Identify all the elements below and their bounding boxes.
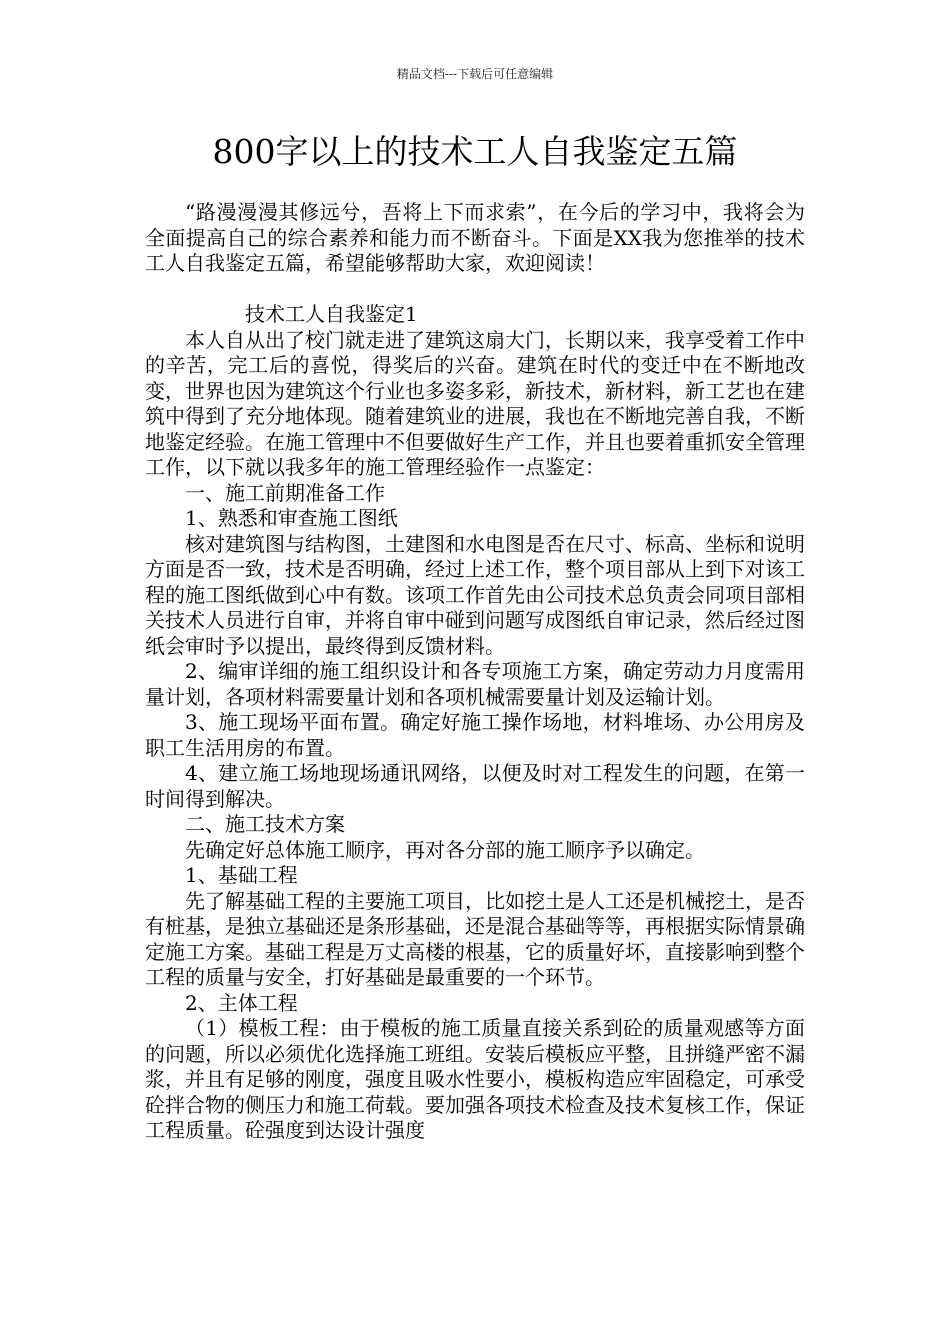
body-paragraph: 先确定好总体施工顺序，再对各分部的施工顺序予以确定。 (185, 837, 705, 862)
page-header: 精品文档---下载后可任意编辑 (396, 67, 554, 81)
body-paragraph: 核对建筑图与结构图，土建图和水电图是否在尺寸、标高、坐标和说明方面是否一致，技术是否明确，经过上述工作，整个项目部从上到下对该工程的施工图纸做到心中有数。该项工作首先由公司技术总负责会同项目部相关技术人员进行自审，并将自审中碰到问题写成图纸自审记录，然后经过图纸会审时予以提出，最终得到反馈材料。 (145, 531, 805, 658)
intro-paragraph: “路漫漫漫其修远兮，吾将上下而求索”，在今后的学习中，我将会为全面提高自己的综合素养和能力而不断奋斗。下面是XX我为您推举的技术工人自我鉴定五篇，希望能够帮助大家，欢迎阅读！ (145, 200, 805, 275)
body-paragraph: 3、施工现场平面布置。确定好施工操作场地，材料堆场、办公用房及职工生活用房的布置。 (145, 710, 805, 760)
document-title: 800字以上的技术工人自我鉴定五篇 (212, 132, 738, 171)
body-paragraph: 本人自从出了校门就走进了建筑这扇大门，长期以来，我享受着工作中的辛苦，完工后的喜悦，得奖后的兴奋。建筑在时代的变迁中在不断地改变，世界也因为建筑这个行业也多姿多彩，新技术，新材料，新工艺也在建筑中得到了充分地体现。随着建筑业的进展，我也在不断地完善自我，不断地鉴定经验。在施工管理中不但要做好生产工作，并且也要着重抓安全管理工作，以下就以我多年的施工管理经验作一点鉴定： (145, 327, 805, 479)
body-paragraph: 2、编审详细的施工组织设计和各专项施工方案，确定劳动力月度需用量计划，各项材料需要量计划和各项机械需要量计划及运输计划。 (145, 659, 805, 709)
subheading: 2、主体工程 (185, 990, 298, 1015)
body-paragraph: 先了解基础工程的主要施工项目，比如挖土是人工还是机械挖土，是否有桩基，是独立基础还是条形基础，还是混合基础等等，再根据实际情景确定施工方案。基础工程是万丈高楼的根基，它的质量好坏，直接影响到整个工程的质量与安全，打好基础是最重要的一个环节。 (145, 888, 805, 989)
document-body (145, 200, 805, 1144)
body-paragraph: （1）模板工程：由于模板的施工质量直接关系到砼的质量观感等方面的问题，所以必须优化选择施工班组。安装后模板应平整，且拼缝严密不漏浆，并且有足够的刚度，强度且吸水性要小，模板构造应牢固稳定，可承受砼拌合物的侧压力和施工荷载。要加强各项技术检查及技术复核工作，保证工程质量。砼强度到达设计强度 (145, 1016, 805, 1142)
subheading: 1、基础工程 (185, 863, 298, 887)
body-paragraph: 4、建立施工场地现场通讯网络，以便及时对工程发生的问题，在第一时间得到解决。 (145, 761, 805, 811)
blank-line (145, 277, 805, 303)
subheading: 1、熟悉和审查施工图纸 (185, 506, 398, 530)
subheading: 二、施工技术方案 (185, 812, 345, 836)
section-heading: 技术工人自我鉴定1 (245, 302, 418, 326)
subheading: 一、施工前期准备工作 (185, 480, 385, 505)
